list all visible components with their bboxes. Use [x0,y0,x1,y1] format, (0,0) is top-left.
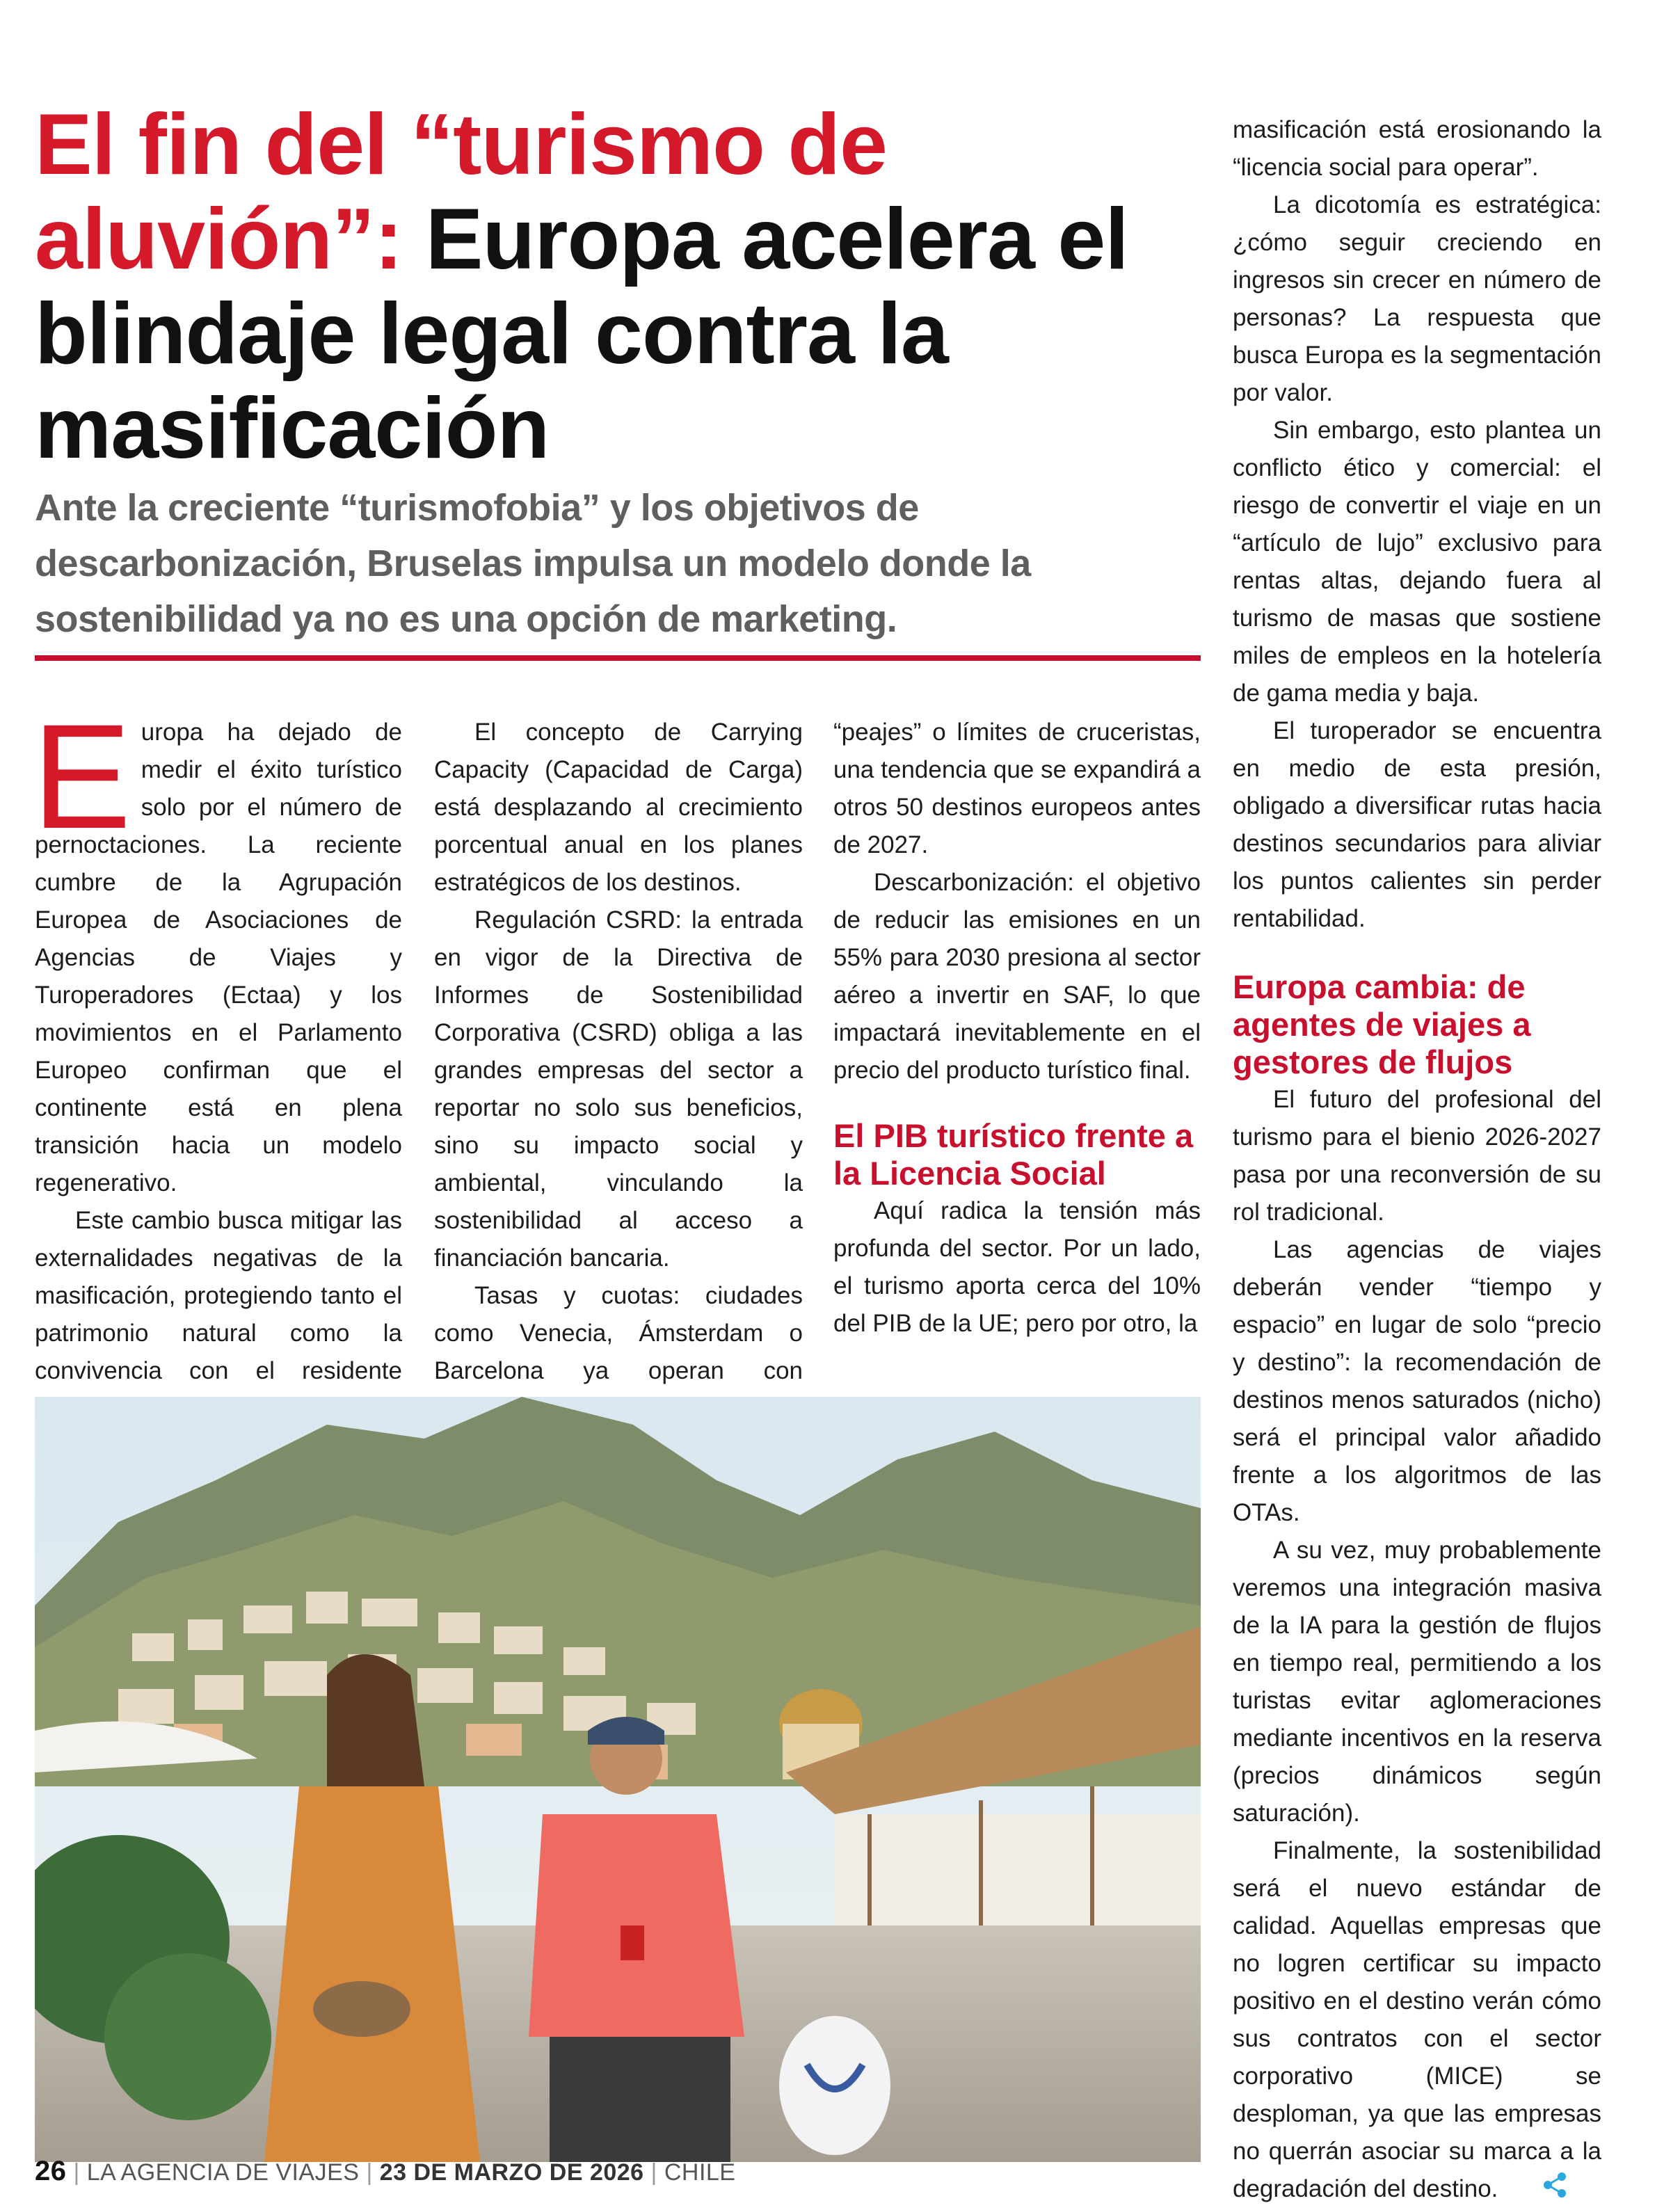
footer-separator: | [73,2159,80,2186]
paragraph: Sin embargo, esto plantea un conflicto ético y comercial: el riesgo de convertir el viaje en un “artículo de lujo” exclusivo para rentas altas, dejando fuera al turismo de masas que sostiene miles de empleos en la hotelería de gama media y baja. [1233,417,1601,707]
publication-name: LA AGENCIA DE VIAJES [86,2159,360,2186]
paragraph: Descarbonización: el objetivo de reducir las emisiones en un 55% para 2030 presiona al sector aéreo a invertir en SAF, lo que impactará inevitablemente en el precio del producto turístico final. [833,869,1201,1084]
paragraph: Este cambio busca mitigar las externalidades negativas de la masificación, protegiendo tanto el patrimonio natural como la convivencia con el residente [35,1207,402,1384]
article-photo [35,1397,1201,2162]
headline-black-part: Europa acelera el blindaje legal contra la masificación [35,191,1128,477]
subtitle: Ante la creciente “turismofobia” y los objetivos de descarbonización, Bruselas impulsa un modelo donde la sostenibilidad ya no es una opción de marketing. [35,487,1031,640]
paragraph: Regulación CSRD: la entrada en vigor de la Directiva de Informes de Sostenibilidad Corporativa (CSRD) obliga a las grandes empresas del sector a reportar no solo sus beneficios, sino su impacto social y ambiental, vinculando la sostenibilidad al acceso a financiación bancaria. [434,906,803,1272]
paragraph: Aquí radica la tensión más profunda del sector. Por un lado, el turismo aporta cerca del 10% del PIB de la UE; pero por otro, la [833,1197,1201,1337]
drop-cap: E [32,694,131,860]
paragraph: A su vez, muy probablemente veremos una integración masiva de la IA para la gestión de flujos en tiempo real, permitiendo a los turistas evitar aglomeraciones mediante incentivos en la reserva (precios dinámicos según saturación). [1233,1537,1601,1827]
paragraph: “peajes” o límites de cruceristas, una tendencia que se expandirá a otros 50 destinos europeos antes de 2027. [833,719,1201,858]
paragraph: El turoperador se encuentra en medio de esta presión, obligado a diversificar rutas hacia destinos secundarios para aliviar los puntos calientes sin perder rentabilidad. [1233,717,1601,932]
paragraph: Tasas y cuotas: ciudades como Venecia, Ámsterdam o Barcelona ya operan con [434,1282,803,1384]
share-icon[interactable] [1501,2171,1569,2210]
column-4 [1233,111,1601,2210]
paragraph [1233,1832,1601,2210]
publication-country: CHILE [664,2159,736,2186]
paragraph-text: Finalmente, la sostenibilidad será el nuevo estándar de calidad. Aquellas empresas que no logren certificar su impacto positivo en el destino verán cómo sus contratos con el sector corporativo (MICE) se desploman, ya que las empresas no querrán asociar su marca a la degradación del destino. [1233,1837,1601,2202]
paragraph-text: uropa ha dejado de medir el éxito turístico solo por el número de pernoctaciones. La reciente cumbre de la Agrupación Europea de Asociaciones de Agencias de Viajes y Turoperadores (Ectaa) y los movimientos en el Parlamento Europeo confirman que el continente está en plena transición hacia un modelo regenerativo. [35,719,402,1196]
section-heading: Europa cambia: de agentes de viajes a gestores de flujos [1233,968,1531,1080]
column-1 [32,694,402,1427]
paragraph: Las agencias de viajes deberán vender “tiempo y espacio” en lugar de solo “precio y destino”: la recomendación de destinos menos saturados (nicho) será el principal valor añadido frente a los algoritmos de las OTAs. [1233,1236,1601,1526]
paragraph: La dicotomía es estratégica: ¿cómo seguir creciendo en ingresos sin crecer en número de personas? La respuesta que busca Europa es la segmentación por valor. [1233,191,1601,406]
page-footer [35,2156,735,2187]
publication-date: 23 DE MARZO DE 2026 [379,2159,644,2186]
paragraph: El futuro del profesional del turismo para el bienio 2026-2027 pasa por una reconversión de su rol tradicional. [1233,1086,1601,1226]
column-2 [434,714,803,1427]
paragraph [32,694,402,1202]
column-3 [833,714,1201,1343]
paragraph: masificación está erosionando la “licencia social para operar”. [1233,116,1601,181]
headline-red-part: El fin del “turismo de aluvión”: [35,97,888,287]
footer-separator: | [366,2159,373,2186]
page-number: 26 [35,2156,67,2186]
footer-separator: | [650,2159,657,2186]
paragraph: El concepto de Carrying Capacity (Capacidad de Carga) está desplazando al crecimiento porcentual anual en los planes estratégicos de los destinos. [434,719,803,896]
headline-divider [35,655,1201,661]
section-heading: El PIB turístico frente a la Licencia Social [833,1117,1194,1192]
headline [35,97,1203,476]
